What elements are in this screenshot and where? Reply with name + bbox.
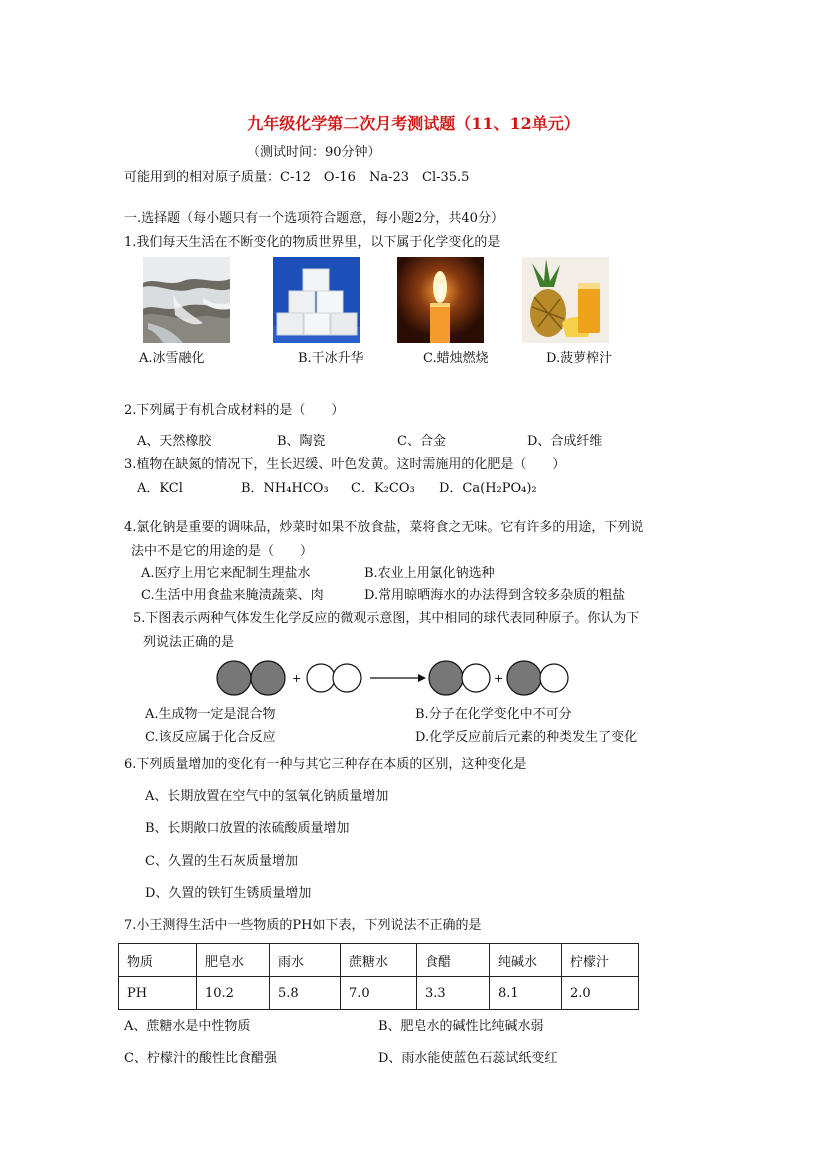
- table-cell: 物质: [119, 944, 197, 977]
- question-4-option-d: D.常用晾晒海水的办法得到含较多杂质的粗盐: [364, 588, 626, 603]
- question-6-option-b: B、长期敞口放置的浓硫酸质量增加: [145, 821, 350, 836]
- question-5-option-a: A.生成物一定是混合物: [145, 707, 276, 722]
- test-time: （测试时间：90分钟）: [247, 145, 381, 160]
- question-1-option-b: B.干冰升华: [298, 351, 364, 366]
- question-7-option-a: A、蔗糖水是中性物质: [124, 1019, 251, 1034]
- table-cell: 纯碱水: [490, 944, 562, 977]
- question-3-option-a: A．KCl: [137, 481, 183, 496]
- table-row: [119, 977, 639, 1010]
- table-cell: 5.8: [270, 977, 341, 1010]
- question-6-option-d: D、久置的铁钉生锈质量增加: [145, 886, 312, 901]
- question-7-stem: 7.小王测得生活中一些物质的PH如下表，下列说法不正确的是: [124, 918, 482, 933]
- gray-atom: [217, 661, 251, 695]
- white-atom: [307, 664, 335, 692]
- question-2-option-a: A、天然橡胶: [137, 434, 212, 449]
- question-5-option-c: C.该反应属于化合反应: [145, 730, 276, 745]
- gray-atom: [429, 661, 463, 695]
- page-title: 九年级化学第二次月考测试题（11、12单元）: [247, 114, 580, 133]
- white-atom: [333, 664, 361, 692]
- gray-atom: [507, 661, 541, 695]
- plus-sign: +: [494, 672, 504, 685]
- question-5-stem-line2: 列说法正确的是: [143, 635, 235, 650]
- question-2-option-c: C、合金: [397, 434, 446, 449]
- plus-sign: +: [292, 672, 302, 685]
- atomic-masses: 可能用到的相对原子质量：C-12 O-16 Na-23 Cl-35.5: [124, 170, 470, 185]
- question-1-option-a: A.冰雪融化: [139, 351, 205, 366]
- question-6-option-a: A、长期放置在空气中的氢氧化钠质量增加: [145, 789, 389, 804]
- question-3-option-b: B．NH₄HCO₃: [241, 481, 329, 496]
- table-cell: 2.0: [562, 977, 639, 1010]
- section-heading: 一.选择题（每小题只有一个选项符合题意，每小题2分，共40分）: [124, 211, 504, 226]
- table-cell: 肥皂水: [197, 944, 270, 977]
- question-5-stem-line1: 5.下图表示两种气体发生化学反应的微观示意图，其中相同的球代表同种原子。你认为下: [133, 611, 640, 626]
- question-1-option-d: D.菠萝榨汁: [546, 351, 613, 366]
- melting-snow-stream-photo: [143, 257, 230, 343]
- gray-atom: [251, 661, 285, 695]
- question-7-option-c: C、柠檬汁的酸性比食醋强: [124, 1051, 277, 1066]
- question-2-stem: 2.下列属于有机合成材料的是（ ）: [124, 403, 345, 418]
- question-3-option-d: D．Ca(H₂PO₄)₂: [439, 481, 537, 496]
- table-cell: 蔗糖水: [341, 944, 417, 977]
- table-cell: 食醋: [417, 944, 490, 977]
- table-cell: 雨水: [270, 944, 341, 977]
- dry-ice-blocks-photo: [273, 257, 360, 343]
- ph-table: [118, 943, 639, 1010]
- table-header-row: [119, 944, 639, 977]
- pineapple-juice-photo: [522, 257, 609, 343]
- question-2-option-d: D、合成纤维: [527, 434, 603, 449]
- question-5-option-d: D.化学反应前后元素的种类发生了变化: [415, 730, 638, 745]
- table-cell: 10.2: [197, 977, 270, 1010]
- question-2-option-b: B、陶瓷: [277, 434, 326, 449]
- question-1-stem: 1.我们每天生活在不断变化的物质世界里，以下属于化学变化的是: [124, 235, 501, 250]
- question-7-option-b: B、肥皂水的碱性比纯碱水弱: [378, 1019, 544, 1034]
- table-cell: 3.3: [417, 977, 490, 1010]
- white-atom: [462, 664, 490, 692]
- table-cell: PH: [119, 977, 197, 1010]
- question-7-option-d: D、雨水能使蓝色石蕊试纸变红: [378, 1051, 558, 1066]
- table-cell: 8.1: [490, 977, 562, 1010]
- question-6-stem: 6.下列质量增加的变化有一种与其它三种存在本质的区别，这种变化是: [124, 757, 527, 772]
- question-4-stem-line1: 4.氯化钠是重要的调味品，炒菜时如果不放食盐，菜将食之无味。它有许多的用途，下列说: [124, 520, 644, 535]
- white-atom: [540, 664, 568, 692]
- question-5-option-b: B.分子在化学变化中不可分: [415, 707, 572, 722]
- question-6-option-c: C、久置的生石灰质量增加: [145, 854, 298, 869]
- question-3-option-c: C．K₂CO₃: [351, 481, 415, 496]
- reaction-diagram: [210, 658, 580, 698]
- question-4-option-b: B.农业上用氯化钠选种: [364, 566, 495, 581]
- question-4-option-a: A.医疗上用它来配制生理盐水: [141, 566, 311, 581]
- question-4-option-c: C.生活中用食盐来腌渍蔬菜、肉: [141, 588, 324, 603]
- table-cell: 柠檬汁: [562, 944, 639, 977]
- question-3-stem: 3.植物在缺氮的情况下，生长迟缓、叶色发黄。这时需施用的化肥是（ ）: [124, 457, 566, 472]
- burning-candle-photo: [397, 257, 484, 343]
- reaction-arrow-head: [418, 674, 426, 682]
- table-cell: 7.0: [341, 977, 417, 1010]
- question-4-stem-line2: 法中不是它的用途的是（ ）: [131, 544, 314, 559]
- question-1-option-c: C.蜡烛燃烧: [423, 351, 489, 366]
